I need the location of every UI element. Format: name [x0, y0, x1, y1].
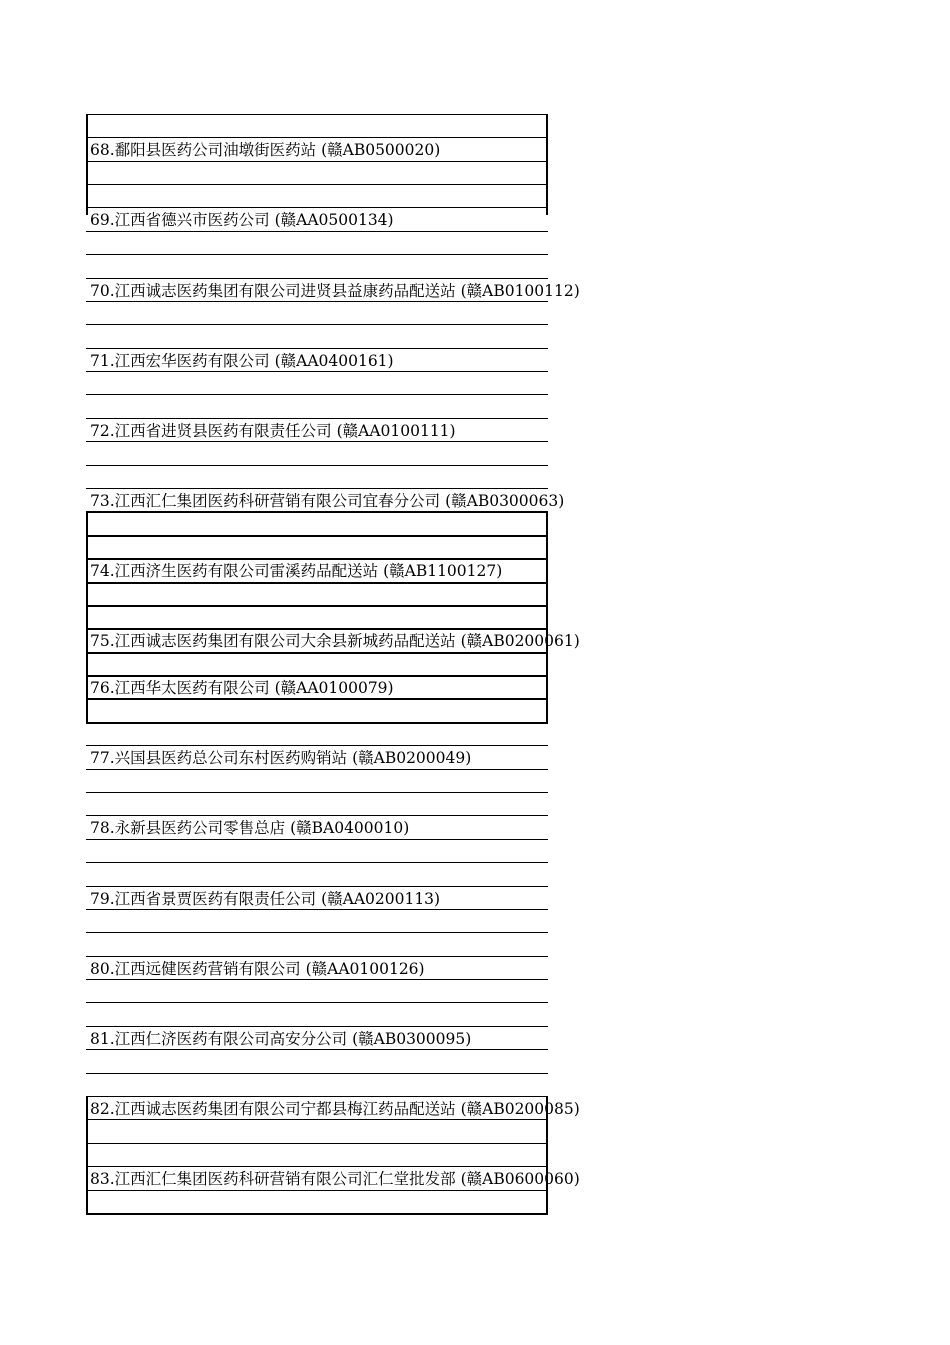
entry-68: 68.鄱阳县医药公司油墩街医药站 (赣AB0500020)	[90, 141, 441, 159]
cell-border	[86, 769, 548, 770]
cell-border	[86, 886, 548, 887]
cell-border	[86, 1213, 548, 1215]
column-border-left	[86, 114, 88, 215]
cell-border	[86, 324, 548, 325]
entry-75: 75.江西诚志医药集团有限公司大余县新城药品配送站 (赣AB0200061)	[90, 632, 580, 650]
cell-border	[86, 1002, 548, 1003]
cell-border	[86, 1143, 548, 1144]
cell-border	[86, 465, 548, 466]
column-border-right	[546, 511, 548, 723]
cell-border	[86, 418, 548, 419]
cell-border	[86, 137, 548, 138]
cell-border	[86, 722, 548, 724]
cell-border	[86, 488, 548, 489]
entry-79: 79.江西省景贾医药有限责任公司 (赣AA0200113)	[90, 890, 441, 908]
entry-73: 73.江西汇仁集团医药科研营销有限公司宜春分公司 (赣AB0300063)	[90, 492, 565, 510]
cell-border	[86, 792, 548, 793]
cell-border	[86, 1190, 548, 1191]
column-border-left	[86, 1096, 88, 1215]
entry-81: 81.江西仁济医药有限公司高安分公司 (赣AB0300095)	[90, 1030, 472, 1048]
cell-border	[86, 652, 548, 654]
cell-border	[86, 1026, 548, 1027]
cell-border	[86, 745, 548, 746]
entry-72: 72.江西省进贤县医药有限责任公司 (赣AA0100111)	[90, 422, 456, 440]
cell-border	[86, 254, 548, 255]
entry-69: 69.江西省德兴市医药公司 (赣AA0500134)	[90, 211, 394, 229]
entry-76: 76.江西华太医药有限公司 (赣AA0100079)	[90, 679, 394, 697]
cell-border	[86, 278, 548, 279]
cell-border	[86, 1096, 548, 1097]
cell-border	[86, 535, 548, 537]
entry-83: 83.江西汇仁集团医药科研营销有限公司汇仁堂批发部 (赣AB0600060)	[90, 1170, 580, 1188]
cell-border	[86, 605, 548, 607]
entry-80: 80.江西远健医药营销有限公司 (赣AA0100126)	[90, 960, 425, 978]
cell-border	[86, 815, 548, 816]
cell-border	[86, 161, 548, 162]
entry-70: 70.江西诚志医药集团有限公司进贤县益康药品配送站 (赣AB0100112)	[90, 282, 580, 300]
column-border-right	[546, 114, 548, 215]
entry-78: 78.永新县医药公司零售总店 (赣BA0400010)	[90, 819, 410, 837]
cell-border	[86, 207, 548, 208]
entry-71: 71.江西宏华医药有限公司 (赣AA0400161)	[90, 352, 394, 370]
cell-border	[86, 1166, 548, 1167]
cell-border	[86, 114, 548, 115]
cell-border	[86, 582, 548, 584]
entry-82: 82.江西诚志医药集团有限公司宁都县梅江药品配送站 (赣AB0200085)	[90, 1100, 580, 1118]
cell-border	[86, 231, 548, 232]
cell-border	[86, 839, 548, 840]
cell-border	[86, 348, 548, 349]
cell-border	[86, 932, 548, 933]
cell-border	[86, 1073, 548, 1074]
cell-border	[86, 956, 548, 957]
cell-border	[86, 394, 548, 395]
entry-74: 74.江西济生医药有限公司雷溪药品配送站 (赣AB1100127)	[90, 562, 503, 580]
entry-77: 77.兴国县医药总公司东村医药购销站 (赣AB0200049)	[90, 749, 472, 767]
column-border-left	[86, 511, 88, 723]
cell-border	[86, 184, 548, 185]
cell-border	[86, 862, 548, 863]
